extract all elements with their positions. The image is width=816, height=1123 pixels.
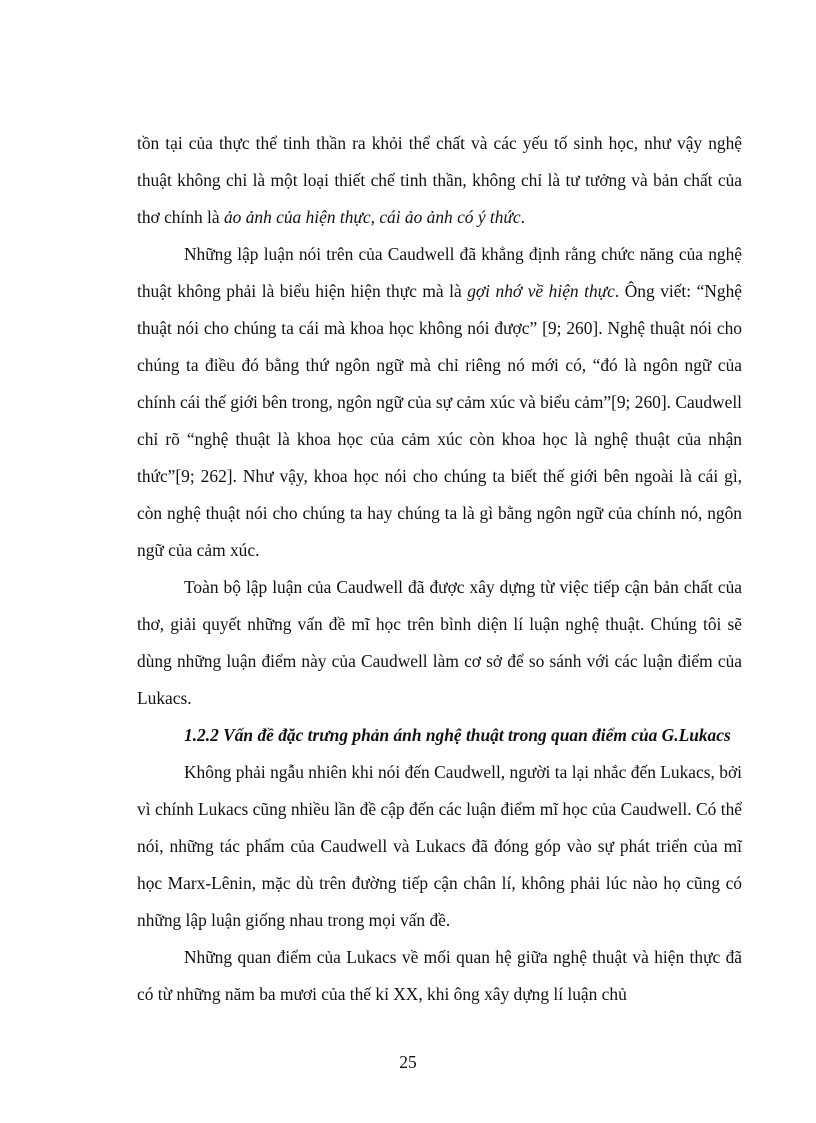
- paragraph-text-end: . Ông viết: “Nghệ thuật nói cho chúng ta cái mà khoa học không nói được” [9; 260]. Nghệ thuật nói cho chúng ta điều đó bằng thứ ngôn ngữ mà chỉ riêng nó mới có, “đó là ngôn ngữ của chính cái thế giới bên trong, ngôn ngữ của sự cảm xúc và biểu cảm”[9; 260]. Caudwell chỉ rõ “nghệ thuật là khoa học của cảm xúc còn khoa học là nghệ thuật của nhận thức”[9; 262]. Như vậy, khoa học nói cho chúng ta biết thế giới bên ngoài là cái gì, còn nghệ thuật nói cho chúng ta hay chúng ta là gì bằng ngôn ngữ của chính nó, ngôn ngữ của cảm xúc.: [137, 281, 743, 560]
- paragraph-continuation: [137, 125, 742, 236]
- paragraph-lukacs-intro: Không phải ngẫu nhiên khi nói đến Caudwell, người ta lại nhắc đến Lukacs, bởi vì chính Lukacs cũng nhiều lần đề cập đến các luận điểm mĩ học của Caudwell. Có thể nói, những tác phẩm của Caudwell và Lukacs đã đóng góp vào sự phát triển của mĩ học Marx-Lênin, mặc dù trên đường tiếp cận chân lí, không phải lúc nào họ cũng có những lập luận giống nhau trong mọi vấn đề.: [137, 762, 742, 930]
- page-number: 25: [399, 1052, 417, 1072]
- paragraph-text-end: .: [520, 207, 525, 227]
- paragraph-caudwell-function: [137, 236, 742, 569]
- paragraph-text: Những lập luận nói trên của Caudwell đã khẳng định rằng chức năng của nghệ thuật không phải là biểu hiện hiện thực mà là: [137, 244, 742, 301]
- section-heading: 1.2.2 Vấn đề đặc trưng phản ánh nghệ thuật trong quan điểm của G.Lukacs: [184, 725, 731, 745]
- paragraph-text: tồn tại của thực thể tinh thần ra khỏi thể chất và các yếu tố sinh học, như vậy nghệ thuật không chỉ là một loại thiết chế tinh thần, không chỉ là tư tưởng và bản chất của thơ chính là: [137, 133, 742, 227]
- paragraph-lukacs-views: Những quan điểm của Lukacs về mối quan hệ giữa nghệ thuật và hiện thực đã có từ những năm ba mươi của thế kỉ XX, khi ông xây dựng lí luận chủ: [137, 947, 742, 1004]
- page-body: [137, 125, 742, 1013]
- emphasis-text: ảo ảnh của hiện thực, cái ảo ảnh có ý thức: [223, 207, 521, 227]
- emphasis-text: gợi nhớ về hiện thực: [467, 281, 615, 301]
- paragraph-caudwell-summary: Toàn bộ lập luận của Caudwell đã được xây dựng từ việc tiếp cận bản chất của thơ, giải quyết những vấn đề mĩ học trên bình diện lí luận nghệ thuật. Chúng tôi sẽ dùng những luận điểm này của Caudwell làm cơ sở để so sánh với các luận điểm của Lukacs.: [137, 577, 742, 708]
